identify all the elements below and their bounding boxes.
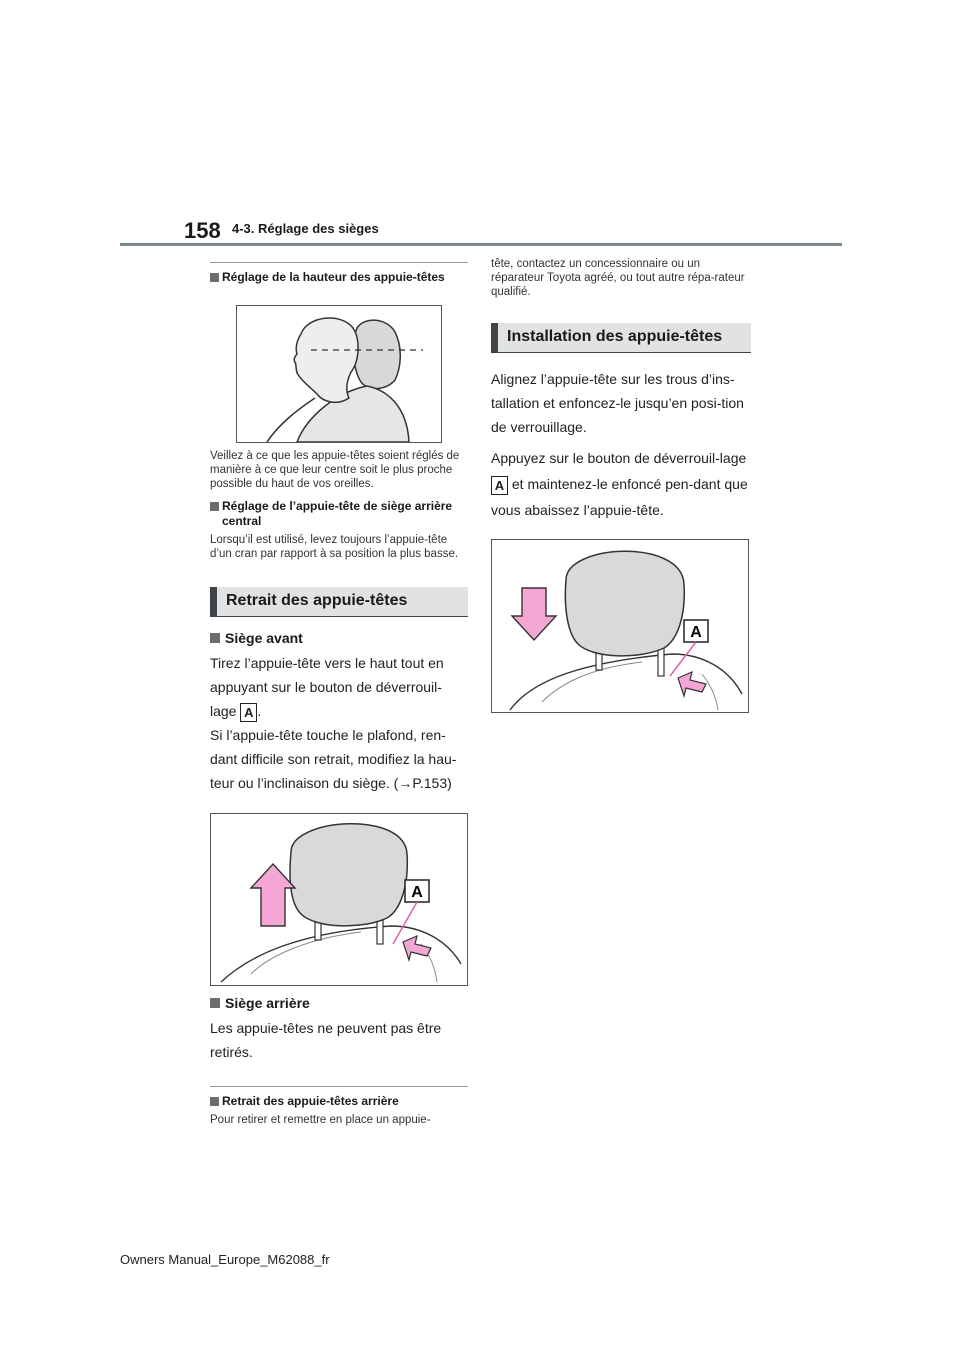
front-removal-illustration bbox=[211, 814, 467, 985]
banner-install: Installation des appuie-têtes bbox=[491, 323, 751, 353]
install-text-2 bbox=[491, 445, 751, 523]
rear-removal-text: Pour retirer et remettre en place un appuie- bbox=[210, 1114, 431, 1126]
subsection-height-text: Veillez à ce que les appuie-têtes soient réglés de manière à ce que leur centre soit le plus proche possible du haut de vos oreilles. bbox=[210, 450, 460, 490]
section-title: 4-3. Réglage des sièges bbox=[232, 221, 379, 236]
front-seat-text-1-end: . bbox=[257, 703, 262, 719]
head-profile-illustration bbox=[237, 306, 441, 442]
callout-a: A bbox=[411, 884, 423, 901]
figure-front-removal bbox=[210, 813, 468, 986]
banner-removal: Retrait des appuie-têtes bbox=[210, 587, 468, 617]
header-rule bbox=[120, 243, 842, 246]
rear-removal-title: Retrait des appuie-têtes arrière bbox=[210, 1094, 468, 1109]
right-column bbox=[491, 257, 751, 713]
page-number: 158 bbox=[184, 218, 221, 243]
rear-removal-text-continued: tête, contactez un concessionnaire ou un réparateur Toyota agréé, ou tout autre répa-rateur qualifié. bbox=[491, 258, 745, 298]
figure-head-height bbox=[236, 305, 442, 443]
divider bbox=[210, 262, 468, 263]
install-text-1: Alignez l’appuie-tête sur les trous d’ins-tallation et enfoncez-le jusqu’en posi-tion de verrouillage. bbox=[491, 371, 744, 435]
subsection-height-title: Réglage de la hauteur des appuie-têtes bbox=[210, 270, 468, 285]
subsection-rear-center-title: Réglage de l’appuie-tête de siège arrière central bbox=[210, 499, 468, 529]
front-seat-text-1 bbox=[210, 651, 468, 723]
footer-text: Owners Manual_Europe_M62088_fr bbox=[120, 1252, 330, 1267]
divider bbox=[210, 1086, 468, 1087]
rear-seat-text: Les appuie-têtes ne peuvent pas être retirés. bbox=[210, 1020, 442, 1060]
button-a-label: A bbox=[240, 703, 257, 722]
left-column bbox=[210, 262, 468, 1127]
button-a-label: A bbox=[491, 476, 508, 495]
install-text-2-b: et maintenez-le enfoncé pen-dant que vous abaissez l’appuie-tête. bbox=[491, 476, 748, 518]
rear-seat-title: Siège arrière bbox=[210, 994, 468, 1012]
figure-install bbox=[491, 539, 749, 713]
front-seat-text-2: Si l’appuie-tête touche le plafond, ren-dant difficile son retrait, modifiez la hau-teur ou l’inclinaison du siège. (→P.153) bbox=[210, 727, 457, 791]
callout-a: A bbox=[690, 624, 702, 641]
front-seat-text-1-body: Tirez l’appuie-tête vers le haut tout en appuyant sur le bouton de déverrouil-lage bbox=[210, 655, 444, 719]
install-illustration bbox=[492, 540, 748, 712]
install-text-2-a: Appuyez sur le bouton de déverrouil-lage bbox=[491, 450, 747, 466]
front-seat-title: Siège avant bbox=[210, 629, 468, 647]
subsection-rear-center-text: Lorsqu’il est utilisé, levez toujours l’appuie-tête d’un cran par rapport à sa position la plus basse. bbox=[210, 534, 459, 560]
